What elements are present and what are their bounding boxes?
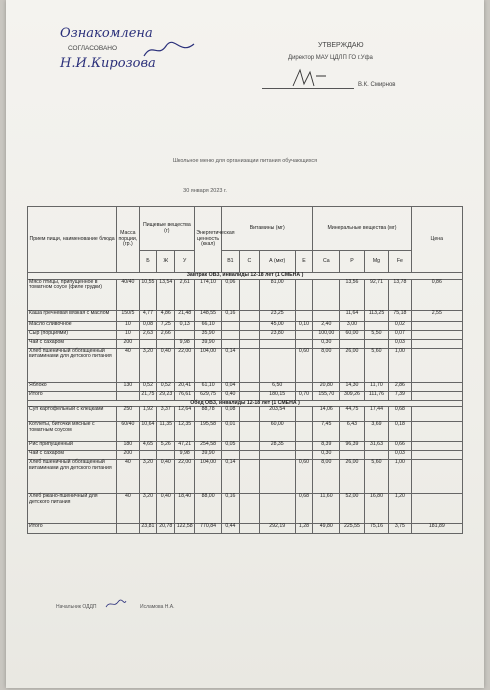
- value-cell: [295, 382, 313, 391]
- value-cell: 75,18: [389, 310, 411, 321]
- value-cell: 122,58: [175, 524, 195, 534]
- table-row: [28, 391, 463, 400]
- value-cell: 150/5: [117, 310, 139, 321]
- value-cell: 1,20: [389, 494, 411, 524]
- value-cell: 20,80: [313, 382, 340, 391]
- value-cell: 7,45: [313, 422, 340, 442]
- value-cell: 0,66: [389, 442, 411, 451]
- value-cell: 0,04: [221, 382, 239, 391]
- value-cell: [411, 391, 462, 400]
- value-cell: 17,44: [364, 407, 389, 422]
- document-title: Школьное меню для организации питания обучающихся: [172, 158, 318, 164]
- value-cell: 0,06: [221, 279, 239, 310]
- value-cell: [295, 279, 313, 310]
- dish-name-cell: Сыр (порциями): [28, 330, 117, 339]
- value-cell: 2,55: [411, 310, 462, 321]
- value-cell: [239, 451, 259, 460]
- value-cell: [411, 321, 462, 330]
- value-cell: 88,00: [195, 494, 222, 524]
- value-cell: 174,10: [195, 279, 222, 310]
- value-cell: 9,98: [175, 339, 195, 348]
- director-name: В.К. Смирнов: [358, 82, 396, 88]
- table-row: [28, 407, 463, 422]
- value-cell: 200: [117, 451, 139, 460]
- value-cell: [364, 339, 389, 348]
- table-row: [28, 339, 463, 348]
- value-cell: [117, 391, 139, 400]
- value-cell: [411, 407, 462, 422]
- value-cell: 0,60: [295, 348, 313, 382]
- value-cell: 13,56: [340, 279, 365, 310]
- value-cell: 3,20: [139, 494, 157, 524]
- dish-name-cell: Каша гречневая вязкая с маслом: [28, 310, 117, 321]
- dish-name-cell: Итого: [28, 524, 117, 534]
- value-cell: [295, 330, 313, 339]
- dish-name-cell: Чай с сахаром: [28, 451, 117, 460]
- value-cell: 0,02: [389, 321, 411, 330]
- value-cell: 40: [117, 494, 139, 524]
- value-cell: 0,30: [313, 339, 340, 348]
- value-cell: 60/40: [117, 422, 139, 442]
- value-cell: 0,07: [389, 330, 411, 339]
- value-cell: 14,30: [340, 382, 365, 391]
- value-cell: [221, 330, 239, 339]
- breakfast-section-title: Завтрак ОВЗ, инвалиды 12-18 лет (1 СМЕНА ): [28, 273, 463, 280]
- value-cell: 180: [117, 442, 139, 451]
- dish-name-cell: Хлеб ржано-пшеничный для детского питания: [28, 494, 117, 524]
- value-cell: 26,00: [340, 348, 365, 382]
- value-cell: [411, 494, 462, 524]
- value-cell: [313, 279, 340, 310]
- value-cell: 8,39: [313, 442, 340, 451]
- value-cell: 66,10: [195, 321, 222, 330]
- table-row: [28, 382, 463, 391]
- value-cell: 254,58: [195, 442, 222, 451]
- value-cell: 20,78: [157, 524, 175, 534]
- value-cell: 203,54: [259, 407, 295, 422]
- value-cell: [295, 422, 313, 442]
- header-u: У: [175, 251, 195, 273]
- value-cell: [175, 330, 195, 339]
- dish-name-cell: Чай с сахаром: [28, 339, 117, 348]
- value-cell: 11,60: [313, 494, 340, 524]
- value-cell: [239, 391, 259, 400]
- value-cell: 21,48: [175, 310, 195, 321]
- director-title: Директор МАУ ЦДЛП ГО г.Уфа: [288, 55, 373, 61]
- value-cell: [239, 310, 259, 321]
- value-cell: 0,60: [295, 460, 313, 494]
- value-cell: 23,81: [139, 524, 157, 534]
- value-cell: 7,25: [157, 321, 175, 330]
- value-cell: 40: [117, 460, 139, 494]
- value-cell: [239, 279, 259, 310]
- value-cell: [239, 460, 259, 494]
- value-cell: 0,14: [221, 348, 239, 382]
- value-cell: 4,65: [139, 442, 157, 451]
- value-cell: 3,69: [364, 422, 389, 442]
- value-cell: [239, 442, 259, 451]
- table-row: [28, 330, 463, 339]
- value-cell: [411, 451, 462, 460]
- dish-name-cell: Хлеб пшеничный обогащенный витаминами для детского питания: [28, 348, 117, 382]
- value-cell: [295, 407, 313, 422]
- value-cell: 292,19: [259, 524, 295, 534]
- value-cell: 11,64: [340, 310, 365, 321]
- value-cell: 45,00: [259, 321, 295, 330]
- value-cell: [239, 339, 259, 348]
- value-cell: [239, 524, 259, 534]
- value-cell: 0,03: [389, 339, 411, 348]
- value-cell: 52,00: [340, 494, 365, 524]
- value-cell: 39,90: [195, 451, 222, 460]
- value-cell: 3,37: [157, 407, 175, 422]
- value-cell: 13,54: [157, 279, 175, 310]
- value-cell: 47,21: [175, 442, 195, 451]
- value-cell: [239, 382, 259, 391]
- value-cell: [259, 494, 295, 524]
- value-cell: 0,40: [157, 494, 175, 524]
- value-cell: 44,75: [340, 407, 365, 422]
- value-cell: 1,00: [389, 460, 411, 494]
- value-cell: 0,03: [389, 451, 411, 460]
- value-cell: 104,00: [195, 348, 222, 382]
- value-cell: [221, 339, 239, 348]
- footer-name: Исламова Н.А.: [140, 604, 175, 610]
- value-cell: 629,75: [195, 391, 222, 400]
- handwritten-signer: Н.И.Кирозова: [60, 56, 156, 71]
- value-cell: 29,23: [157, 391, 175, 400]
- value-cell: 10,64: [139, 422, 157, 442]
- value-cell: 60,00: [340, 330, 365, 339]
- value-cell: 88,78: [195, 407, 222, 422]
- value-cell: [259, 460, 295, 494]
- value-cell: [239, 422, 259, 442]
- value-cell: [295, 339, 313, 348]
- value-cell: 96,39: [340, 442, 365, 451]
- value-cell: 26,00: [340, 460, 365, 494]
- value-cell: 111,76: [364, 391, 389, 400]
- value-cell: [411, 422, 462, 442]
- value-cell: 10: [117, 321, 139, 330]
- value-cell: 14,06: [313, 407, 340, 422]
- value-cell: 113,25: [364, 310, 389, 321]
- value-cell: 0,18: [389, 422, 411, 442]
- document-date: 30 января 2023 г.: [183, 188, 227, 194]
- value-cell: 81,00: [259, 279, 295, 310]
- value-cell: 5,26: [157, 442, 175, 451]
- value-cell: 39,90: [195, 339, 222, 348]
- table-row: [28, 494, 463, 524]
- table-row: [28, 279, 463, 310]
- value-cell: 0,40: [157, 348, 175, 382]
- value-cell: 2,66: [157, 330, 175, 339]
- value-cell: 0,10: [295, 321, 313, 330]
- value-cell: 76,61: [175, 391, 195, 400]
- header-fe: Fe: [389, 251, 411, 273]
- value-cell: [295, 442, 313, 451]
- value-cell: 0,08: [221, 407, 239, 422]
- value-cell: [364, 321, 389, 330]
- value-cell: 22,00: [175, 348, 195, 382]
- value-cell: [411, 382, 462, 391]
- value-cell: 3,00: [340, 321, 365, 330]
- dish-name-cell: Хлеб пшеничный обогащенный витаминами для детского питания: [28, 460, 117, 494]
- value-cell: 4,77: [139, 310, 157, 321]
- value-cell: 0,16: [221, 310, 239, 321]
- value-cell: 12,35: [175, 422, 195, 442]
- value-cell: 20,41: [175, 382, 195, 391]
- value-cell: 2,40: [313, 321, 340, 330]
- value-cell: 4,86: [157, 310, 175, 321]
- dish-name-cell: Суп картофельный с клецками: [28, 407, 117, 422]
- value-cell: 12,64: [175, 407, 195, 422]
- value-cell: [259, 348, 295, 382]
- value-cell: 11,70: [364, 382, 389, 391]
- value-cell: 10,55: [139, 279, 157, 310]
- table-row: [28, 321, 463, 330]
- dish-name-cell: Яблоко: [28, 382, 117, 391]
- value-cell: [117, 524, 139, 534]
- value-cell: 2,63: [139, 330, 157, 339]
- dish-name-cell: Котлеты, биточки мясные с томатным соусом: [28, 422, 117, 442]
- value-cell: 22,00: [175, 460, 195, 494]
- table-row: [28, 422, 463, 442]
- value-cell: 5,60: [364, 348, 389, 382]
- value-cell: [411, 339, 462, 348]
- value-cell: 250: [117, 407, 139, 422]
- dish-name-cell: Мясо птицы, припущенное в томатном соусе (филе грудки): [28, 279, 117, 310]
- lunch-section-title: Обед ОВЗ, инвалиды 12-18 лет (1 СМЕНА ): [28, 400, 463, 407]
- header-c: С: [239, 251, 259, 273]
- value-cell: [313, 310, 340, 321]
- value-cell: [239, 330, 259, 339]
- value-cell: 9,98: [175, 451, 195, 460]
- header-e: Е: [295, 251, 313, 273]
- header-mg: Mg: [364, 251, 389, 273]
- value-cell: 49,80: [313, 524, 340, 534]
- value-cell: 180,15: [259, 391, 295, 400]
- value-cell: [295, 310, 313, 321]
- value-cell: [239, 407, 259, 422]
- value-cell: 35,90: [195, 330, 222, 339]
- value-cell: 0,16: [221, 494, 239, 524]
- value-cell: 148,55: [195, 310, 222, 321]
- value-cell: 61,10: [195, 382, 222, 391]
- value-cell: 0,05: [221, 442, 239, 451]
- header-ca: Са: [313, 251, 340, 273]
- value-cell: 0,01: [221, 422, 239, 442]
- header-dish: Прием пищи, наименование блюда: [28, 207, 117, 273]
- value-cell: 40: [117, 348, 139, 382]
- header-zh: Ж: [157, 251, 175, 273]
- header-p: Р: [340, 251, 365, 273]
- value-cell: [157, 339, 175, 348]
- table-row: [28, 310, 463, 321]
- signature-scribble: [140, 38, 200, 62]
- dish-name-cell: Итого: [28, 391, 117, 400]
- value-cell: [139, 339, 157, 348]
- value-cell: 104,00: [195, 460, 222, 494]
- footer-signature: [104, 598, 128, 610]
- table-row: [28, 348, 463, 382]
- handwritten-note: Ознакомлена: [60, 26, 153, 41]
- header-price: Цена: [411, 207, 462, 273]
- value-cell: 0,13: [175, 321, 195, 330]
- value-cell: 155,70: [313, 391, 340, 400]
- value-cell: 0,30: [313, 451, 340, 460]
- value-cell: 5,50: [364, 330, 389, 339]
- value-cell: [239, 348, 259, 382]
- value-cell: 0,40: [157, 460, 175, 494]
- value-cell: 1,92: [139, 407, 157, 422]
- header-b: Б: [139, 251, 157, 273]
- value-cell: 0,68: [295, 494, 313, 524]
- value-cell: 40/40: [117, 279, 139, 310]
- value-cell: [340, 339, 365, 348]
- value-cell: 200: [117, 339, 139, 348]
- value-cell: 10: [117, 330, 139, 339]
- value-cell: 0,08: [139, 321, 157, 330]
- menu-table: [27, 206, 463, 534]
- value-cell: 7,39: [389, 391, 411, 400]
- value-cell: 23,80: [259, 330, 295, 339]
- value-cell: 8,00: [313, 460, 340, 494]
- value-cell: [259, 339, 295, 348]
- approved-label: УТВЕРЖДАЮ: [318, 42, 364, 49]
- value-cell: 2,61: [175, 279, 195, 310]
- value-cell: 23,25: [259, 310, 295, 321]
- header-energy: Энергетическая ценность (ккал): [195, 207, 222, 273]
- header-nutrients: Пищевые вещества (г): [139, 207, 195, 251]
- value-cell: 11,35: [157, 422, 175, 442]
- value-cell: 100,00: [313, 330, 340, 339]
- value-cell: 0,86: [411, 279, 462, 310]
- value-cell: [239, 494, 259, 524]
- value-cell: 0,44: [221, 524, 239, 534]
- value-cell: 3,75: [389, 524, 411, 534]
- value-cell: 225,55: [340, 524, 365, 534]
- value-cell: 0,14: [221, 460, 239, 494]
- value-cell: 8,00: [313, 348, 340, 382]
- value-cell: 195,58: [195, 422, 222, 442]
- value-cell: 5,60: [364, 460, 389, 494]
- value-cell: 18,40: [175, 494, 195, 524]
- value-cell: [411, 348, 462, 382]
- value-cell: 0,70: [295, 391, 313, 400]
- value-cell: [221, 321, 239, 330]
- value-cell: 13,78: [389, 279, 411, 310]
- value-cell: 770,84: [195, 524, 222, 534]
- value-cell: [411, 330, 462, 339]
- value-cell: 181,89: [411, 524, 462, 534]
- dish-name-cell: Масло сливочное: [28, 321, 117, 330]
- value-cell: [411, 442, 462, 451]
- value-cell: 3,20: [139, 348, 157, 382]
- value-cell: 60,00: [259, 422, 295, 442]
- value-cell: 21,75: [139, 391, 157, 400]
- table-row: [28, 460, 463, 494]
- value-cell: 1,00: [389, 348, 411, 382]
- director-signature: [290, 66, 330, 92]
- value-cell: 2,86: [389, 382, 411, 391]
- value-cell: [259, 451, 295, 460]
- value-cell: 3,20: [139, 460, 157, 494]
- header-b1: В1: [221, 251, 239, 273]
- value-cell: 6,43: [340, 422, 365, 442]
- value-cell: 75,16: [364, 524, 389, 534]
- value-cell: 0,40: [221, 391, 239, 400]
- value-cell: 0,68: [389, 407, 411, 422]
- header-vitamins: Витамины (мг): [221, 207, 312, 251]
- value-cell: 6,50: [259, 382, 295, 391]
- header-a: А (мкг): [259, 251, 295, 273]
- value-cell: 1,28: [295, 524, 313, 534]
- value-cell: 309,26: [340, 391, 365, 400]
- value-cell: 28,35: [259, 442, 295, 451]
- header-minerals: Минеральные вещества (мг): [313, 207, 411, 251]
- table-row: [28, 524, 463, 534]
- value-cell: 92,71: [364, 279, 389, 310]
- header-mass: Масса порции, (гр.): [117, 207, 139, 273]
- value-cell: [411, 460, 462, 494]
- dish-name-cell: Рис припущенный: [28, 442, 117, 451]
- value-cell: 130: [117, 382, 139, 391]
- footer-role: Начальник ОДДП: [56, 604, 97, 610]
- value-cell: 0,52: [139, 382, 157, 391]
- value-cell: 16,80: [364, 494, 389, 524]
- value-cell: [239, 321, 259, 330]
- agreed-label: СОГЛАСОВАНО: [68, 45, 118, 52]
- value-cell: 31,63: [364, 442, 389, 451]
- value-cell: 0,52: [157, 382, 175, 391]
